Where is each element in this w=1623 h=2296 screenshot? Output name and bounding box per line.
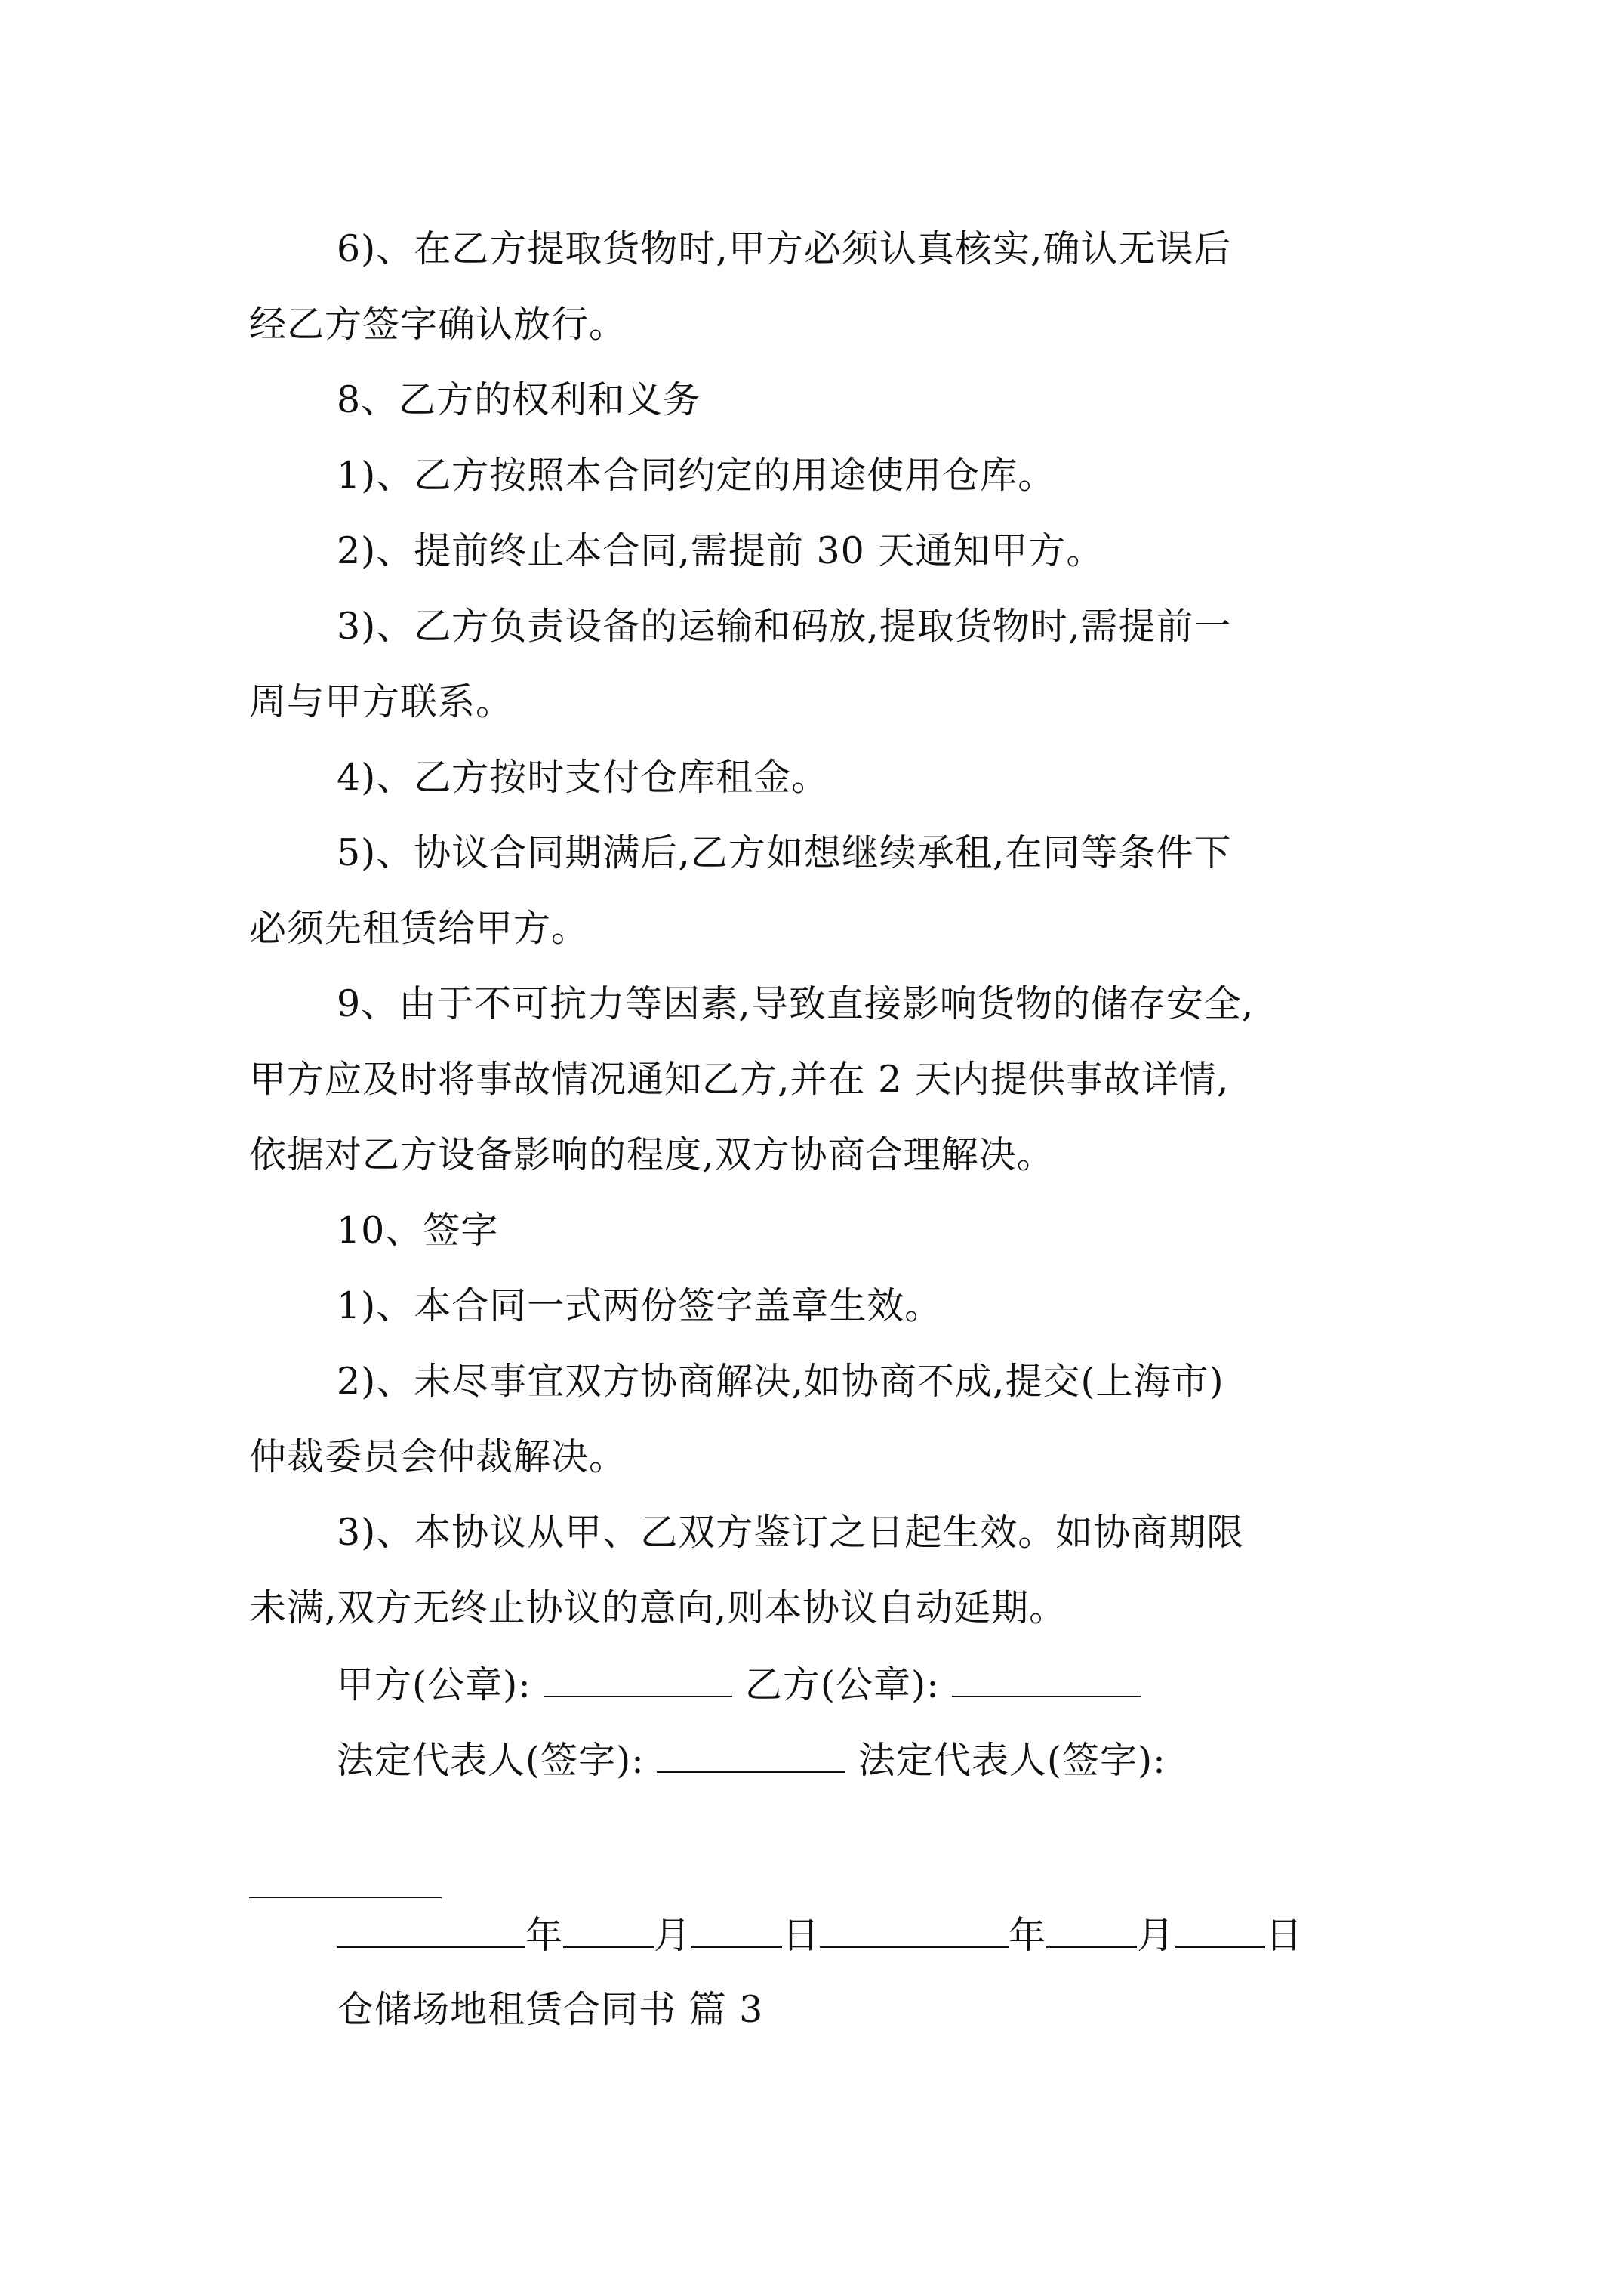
month-b-label: 月 xyxy=(1137,1914,1175,1957)
signature-line-parties xyxy=(337,1660,1141,1708)
paragraph-line: 2)、提前终止本合同,需提前 30 天通知甲方。 xyxy=(337,529,1104,572)
rep-a-label: 法定代表人(签字): xyxy=(337,1739,645,1782)
paragraph-line: 1)、乙方按照本合同约定的用途使用仓库。 xyxy=(337,454,1056,497)
party-b-label: 乙方(公章): xyxy=(744,1663,940,1706)
rep-b-label: 法定代表人(签字): xyxy=(858,1739,1166,1782)
paragraph-line: 仲裁委员会仲裁解决。 xyxy=(249,1435,627,1478)
next-section-heading: 仓储场地租赁合同书 篇 3 xyxy=(337,1988,764,2031)
day-a-blank xyxy=(691,1910,782,1948)
paragraph-line: 依据对乙方设备影响的程度,双方协商合理解决。 xyxy=(249,1133,1055,1176)
party-a-blank xyxy=(544,1660,732,1697)
rep-a-blank xyxy=(657,1735,845,1773)
signature-line-representatives xyxy=(337,1735,1166,1783)
paragraph-line: 1)、本合同一式两份签字盖章生效。 xyxy=(337,1284,943,1327)
year-b-blank xyxy=(820,1910,1009,1948)
section-heading: 10、签字 xyxy=(337,1209,499,1252)
month-b-blank xyxy=(1046,1910,1137,1948)
year-a-label: 年 xyxy=(525,1914,564,1957)
paragraph-line: 6)、在乙方提取货物时,甲方必须认真核实,确认无误后 xyxy=(337,227,1232,270)
party-a-label: 甲方(公章): xyxy=(337,1663,531,1706)
section-heading: 9、由于不可抗力等因素,导致直接影响货物的储存安全, xyxy=(337,982,1255,1025)
paragraph-line: 5)、协议合同期满后,乙方如想继续承租,在同等条件下 xyxy=(337,831,1232,874)
paragraph-line: 甲方应及时将事故情况通知乙方,并在 2 天内提供事故详情, xyxy=(249,1058,1230,1101)
year-b-label: 年 xyxy=(1009,1914,1047,1957)
paragraph-line: 未满,双方无终止协议的意向,则本协议自动延期。 xyxy=(249,1586,1067,1629)
day-a-label: 日 xyxy=(782,1914,821,1957)
party-b-blank xyxy=(952,1660,1141,1697)
paragraph-line: 4)、乙方按时支付仓库租金。 xyxy=(337,756,830,799)
paragraph-line: 3)、乙方负责设备的运输和码放,提取货物时,需提前一 xyxy=(337,605,1232,648)
paragraph-line: 必须先租赁给甲方。 xyxy=(249,907,590,950)
paragraph-line: 周与甲方联系。 xyxy=(249,680,514,723)
paragraph-line: 经乙方签字确认放行。 xyxy=(249,303,627,346)
section-heading: 8、乙方的权利和义务 xyxy=(337,378,701,421)
day-b-label: 日 xyxy=(1265,1914,1304,1957)
rep-b-blank xyxy=(249,1897,442,1898)
paragraph-line: 2)、未尽事宜双方协商解决,如协商不成,提交(上海市) xyxy=(337,1360,1224,1403)
month-a-label: 月 xyxy=(654,1914,692,1957)
day-b-blank xyxy=(1175,1910,1265,1948)
year-a-blank xyxy=(337,1910,525,1948)
paragraph-line: 3)、本协议从甲、乙双方鉴订之日起生效。如协商期限 xyxy=(337,1511,1245,1554)
month-a-blank xyxy=(563,1910,654,1948)
date-line xyxy=(337,1910,1303,1959)
